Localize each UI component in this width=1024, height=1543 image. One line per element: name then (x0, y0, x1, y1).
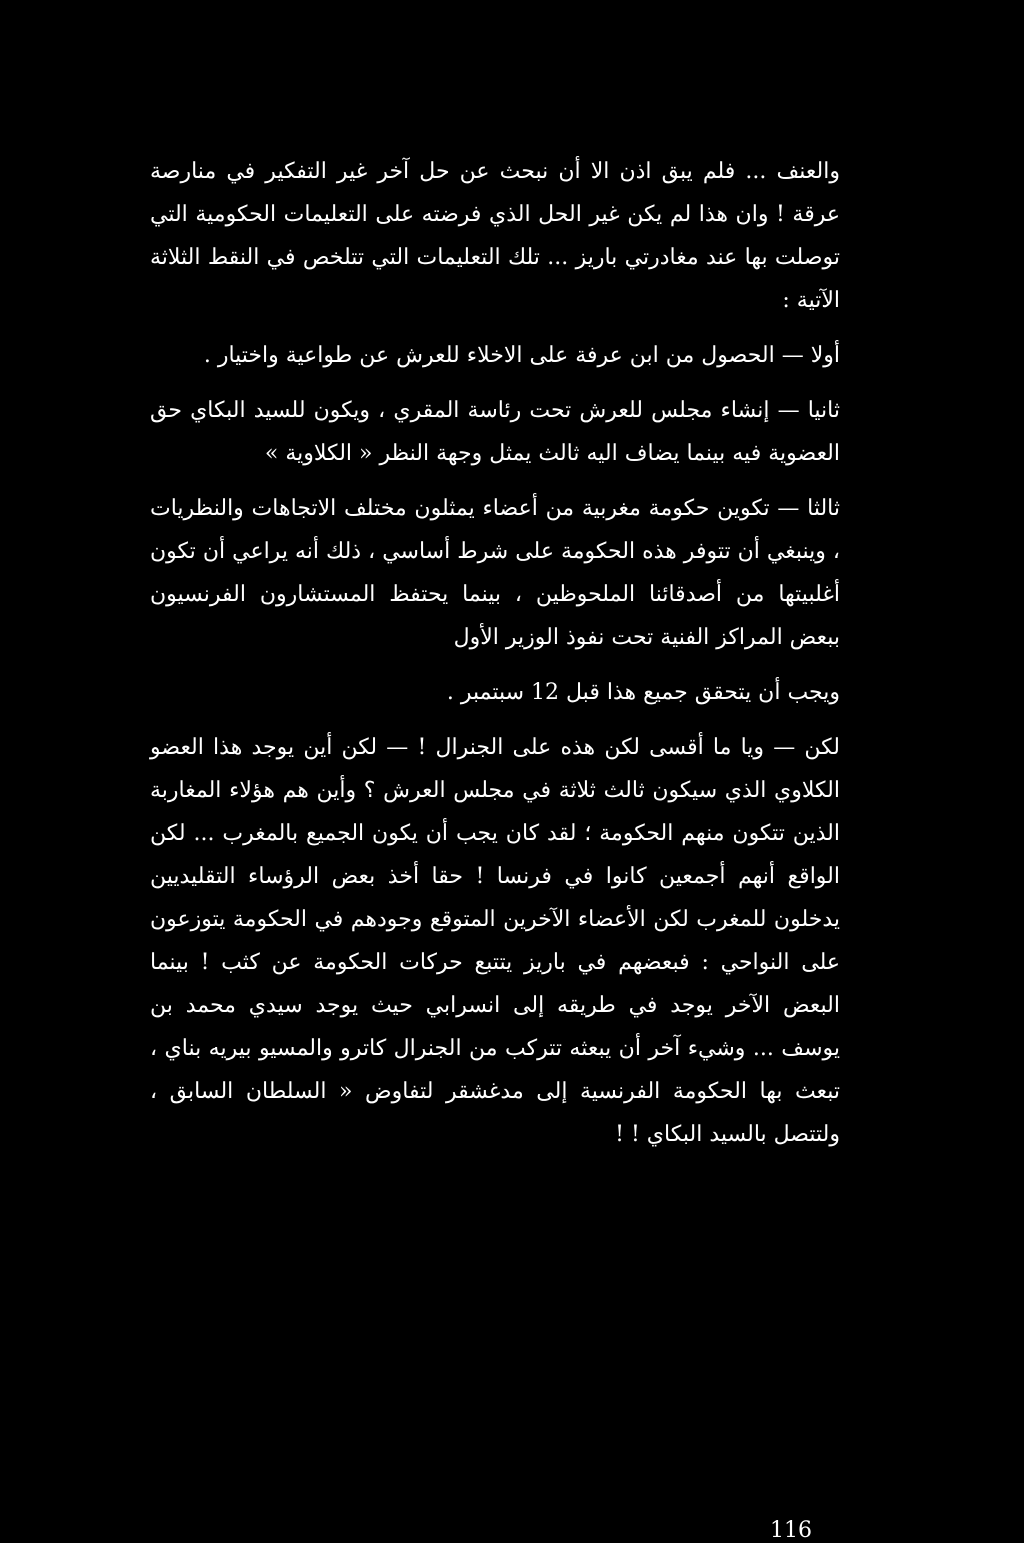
paragraph-third-point: ثالثا — تكوين حكومة مغربية من أعضاء يمثلون مختلف الاتجاهات والنظريات ، وينبغي أن تتوفر هذه الحكومة على شرط أساسي ، ذلك أنه يراعي أن تكون أغلبيتها من أصدقائنا الملحوظين ، بينما يحتفظ المستشارون الفرنسيون ببعض المراكز الفنية تحت نفوذ الوزير الأول (150, 496, 840, 650)
paragraph-deadline: ويجب أن يتحقق جميع هذا قبل 12 سبتمبر . (446, 680, 840, 705)
page-number: 116 (770, 1518, 812, 1543)
paragraph-second-point: ثانيا — إنشاء مجلس للعرش تحت رئاسة المقري ، ويكون للسيد البكاي حق العضوية فيه بينما يضاف اليه ثالث يمثل وجهة النظر « الكلاوية » (150, 398, 840, 466)
paragraph-conclusion: لكن — ويا ما أقسى لكن هذه على الجنرال ! — لكن أين يوجد هذا العضو الكلاوي الذي سيكون ثالث ثلاثة في مجلس العرش ؟ وأين هم هؤلاء المغاربة الذين تتكون منهم الحكومة ؛ لقد كان يجب أن يكون الجميع بالمغرب ... لكن الواقع أنهم أجمعين كانوا في فرنسا ! حقا أخذ بعض الرؤساء التقليديين يدخلون للمغرب لكن الأعضاء الآخرين المتوقع وجودهم في الحكومة يتوزعون على النواحي : فبعضهم في باريز يتتبع حركات الحكومة عن كثب ! بينما البعض الآخر يوجد في طريقه إلى انسرابي حيث يوجد سيدي محمد بن يوسف ... وشيء آخر أن يبعثه تتركب من الجنرال كاترو والمسيو بيريه بناي ، تبعث بها الحكومة الفرنسية إلى مدغشقر لتفاوض « السلطان السابق ، ولتتصل بالسيد البكاي ! ! (150, 735, 840, 1147)
document-page (150, 150, 840, 1168)
paragraph-intro: والعنف ... فلم يبق اذن الا أن نبحث عن حل آخر غير التفكير في منارصة عرقة ! وان هذا لم يكن غير الحل الذي فرضته على التعليمات الحكومية التي توصلت بها عند مغادرتي باريز ... تلك التعليمات التي تتلخص في النقط الثلاثة الآتية : (150, 159, 840, 313)
paragraph-first-point: أولا — الحصول من ابن عرفة على الاخلاء للعرش عن طواعية واختيار . (203, 343, 840, 368)
